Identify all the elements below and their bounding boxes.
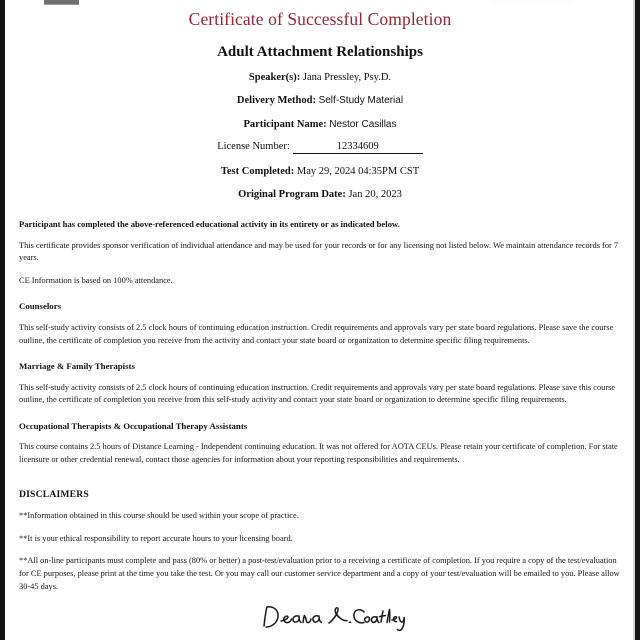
license-number-line bbox=[19, 141, 621, 154]
original-program-date-value: Jan 20, 2023 bbox=[348, 189, 402, 201]
course-title: Adult Attachment Relationships bbox=[217, 43, 423, 60]
signature-name bbox=[410, 596, 411, 597]
certificate-title: Certificate of Successful Completion bbox=[188, 9, 452, 29]
test-completed-label: Test Completed: bbox=[220, 165, 295, 177]
section-body-marriage-family-therapists: This self-study activity consists of 2.5 clock hours of continuing education instruction. Credit requirements and approvals vary per state board regulations. Please save this course outline, the certificate of completion you receive from this self-study activity and contact your state board or organization to determine specific filing requirements. bbox=[19, 382, 616, 405]
completion-statement: Participant has completed the above-referenced educational activity in its entirety or as indicated below. bbox=[19, 218, 400, 229]
section-body-counselors: This self-study activity consists of 2.5 clock hours of continuing education instruction. Credit requirements and approvals vary per state board regulations. Please save the course outline, the certificate of completion you receive from the activity and contact your state board or organization to determine specific filing requirements. bbox=[19, 322, 614, 345]
disclaimers-heading: DISCLAIMERS bbox=[19, 488, 89, 500]
participant-name-value: Nestor Casillas bbox=[329, 118, 397, 130]
intro-paragraph-verification: This certificate provides sponsor verification of individual attendance and may be used for your records or for any licensing not listed below. We maintain attendance records for 7 years. bbox=[19, 240, 619, 263]
section-heading-occupational-therapists: Occupational Therapists & Occupational Therapy Assistants bbox=[19, 420, 248, 431]
disclaimer-post-test-evaluation: **All on-line participants must complete and pass (80% or better) a post-test/evaluation prior to a receiving a certificate of completion. If you require a copy of the test/evaluation for CE purposes, please print at the time you take the test. Or you may call our customer service department and a copy of your test/evaluation will be emailed to you. Please allow 30-45 days. bbox=[19, 556, 620, 591]
test-completed-value: May 29, 2024 04:35PM CST bbox=[296, 165, 420, 177]
original-program-date-label: Original Program Date: bbox=[238, 189, 346, 201]
speaker-line bbox=[19, 72, 621, 84]
speaker-value: Jana Pressley, Psy.D. bbox=[302, 71, 392, 83]
signature-image bbox=[260, 596, 410, 636]
license-number-value: 12334609 bbox=[336, 141, 379, 153]
intro-paragraph-attendance: CE Information is based on 100% attendance. bbox=[19, 275, 173, 285]
delivery-method-label: Delivery Method: bbox=[236, 95, 316, 107]
speaker-label: Speaker(s): bbox=[248, 71, 301, 83]
test-completed-line bbox=[19, 166, 621, 178]
certificate-page bbox=[5, 0, 635, 640]
license-number-label: License Number: bbox=[217, 141, 290, 153]
section-heading-marriage-family-therapists: Marriage & Family Therapists bbox=[19, 361, 135, 372]
section-heading-counselors: Counselors bbox=[19, 301, 62, 312]
participant-name-label: Participant Name: bbox=[243, 118, 327, 130]
delivery-method-line bbox=[19, 95, 621, 107]
original-program-date-line bbox=[19, 189, 621, 201]
certificate-content bbox=[5, 0, 635, 593]
participant-name-line bbox=[19, 119, 621, 131]
disclaimer-ethical-responsibility: **It is your ethical responsibility to report accurate hours to your licensing board. bbox=[19, 533, 293, 543]
license-number-field bbox=[293, 141, 423, 154]
signature-block bbox=[5, 596, 635, 640]
disclaimer-scope-of-practice: **Information obtained in this course should be used within your scope of practice. bbox=[19, 511, 299, 521]
section-body-occupational-therapists: This course contains 2.5 hours of Distance Learning - Independent continuing education. It was not offered for AOTA CEUs. Please retain your certificate of completion. For state licensure or other credential renewal, contact those agencies for information about your reporting responsibilities and requirements. bbox=[19, 442, 618, 465]
delivery-method-value: Self-Study Material bbox=[318, 95, 404, 107]
